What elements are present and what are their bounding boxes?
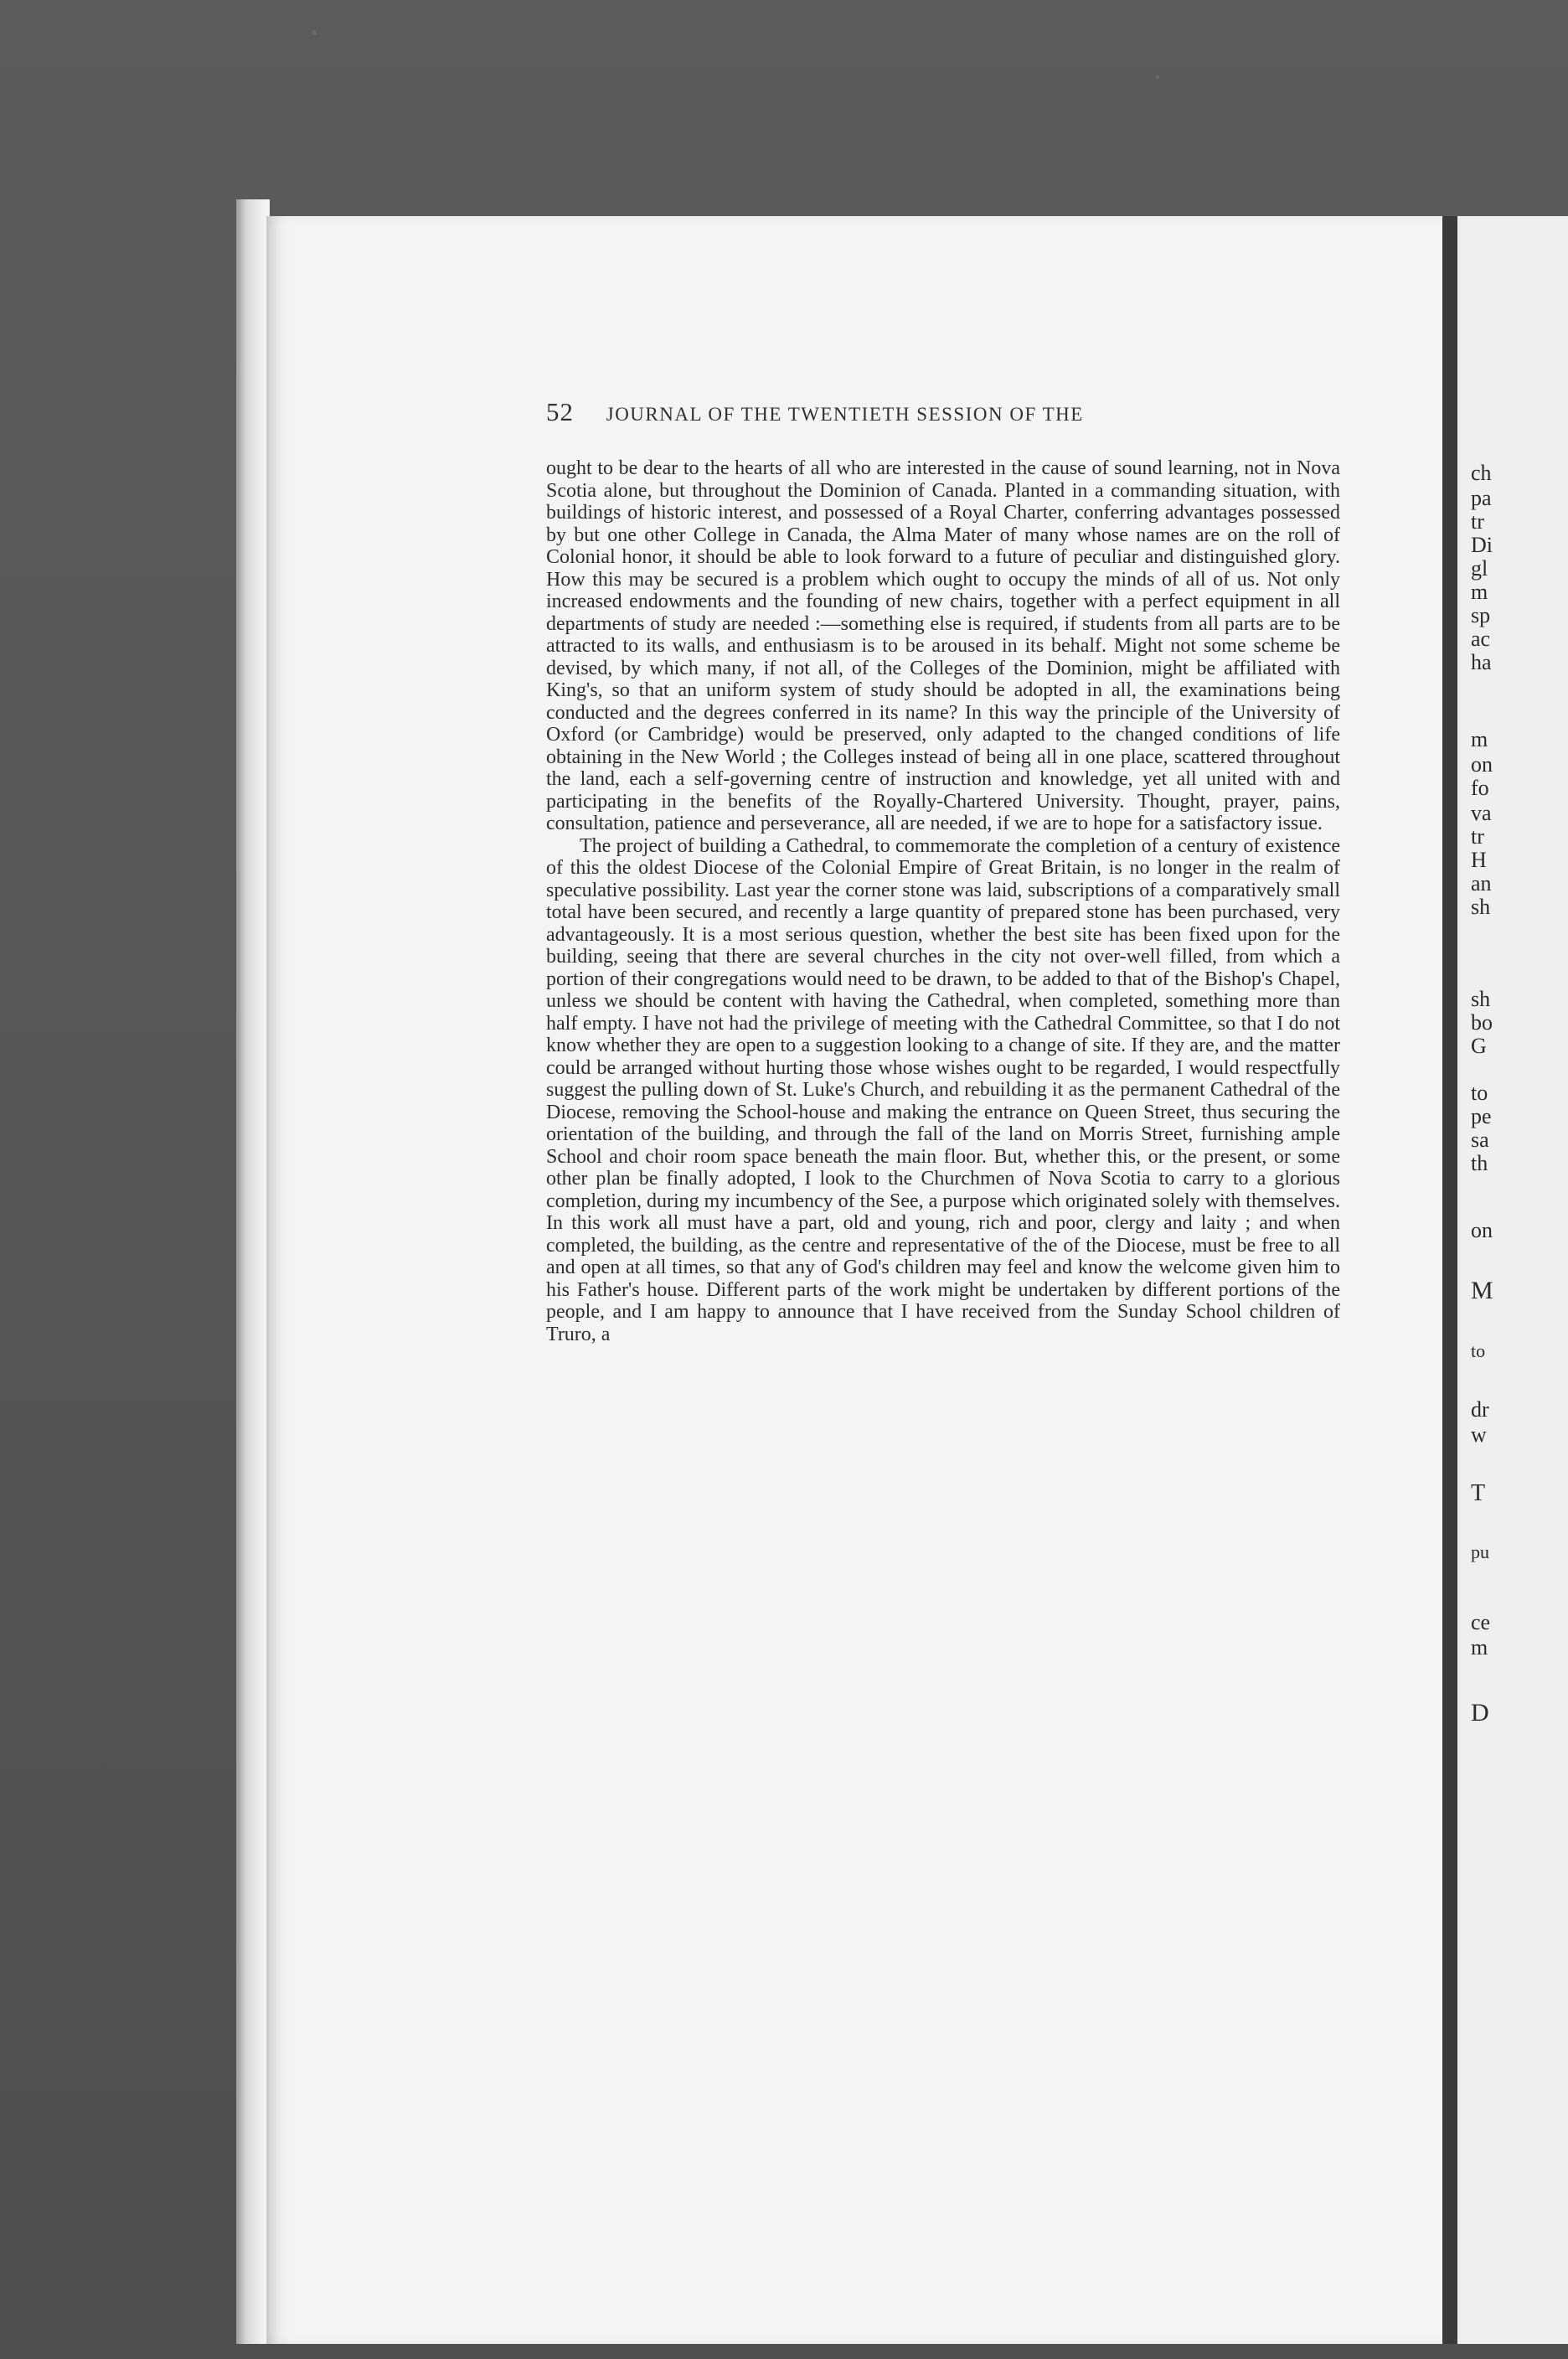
paragraph-university: ought to be dear to the hearts of all who are interested in the cause of sound learning, not in Nova Scotia alone, but throughout the Dominion of Canada. Planted in a commanding situation, with buildings of historic interest, and possessed of a Royal Charter, conferring advantages possessed by but one other College in Canada, the Alma Mater of many whose names are on the roll of Colonial honor, it should be able to look forward to a future of peculiar and distinguished glory. How this may be secured is a problem which ought to occupy the minds of all of us. Not only increased endowments and the founding of new chairs, together with a perfect equipment in all departments of study are needed :—something else is required, if students from all parts are to be attracted to its walls, and enthusiasm is to be aroused in its behalf. Might not some scheme be devised, by which many, if not all, of the Colleges of the Dominion, might be affiliated with King's, so that an uniform system of study should be adopted in all, the examinations being conducted and the degrees conferred in its name? In this way the principle of the University of Oxford (or Cambridge) would be preserved, only adapted to the changed conditions of life obtaining in the New World ; the Colleges instead of being all in one place, scattered throughout the land, each a self-governing centre of instruction and knowledge, yet all united with and participating in the benefits of the Royally-Chartered University. Thought, prayer, pains, consultation, patience and perseverance, all are needed, if we are to hope for a satisfactory issue. <box>546 457 1340 834</box>
facing-page-fragment: w <box>1471 1422 1487 1447</box>
facing-page-fragment: m <box>1471 580 1488 604</box>
facing-page-fragment: sp <box>1471 603 1491 627</box>
facing-page-fragment: bo <box>1471 1010 1493 1035</box>
scan-dust-speck <box>312 30 317 35</box>
facing-page-fragment: m <box>1471 727 1488 751</box>
facing-page-fragment: ce <box>1471 1610 1491 1634</box>
facing-page-fragment: to <box>1471 1340 1486 1361</box>
facing-page-fragment: sh <box>1471 895 1491 919</box>
facing-page-fragment: H <box>1471 848 1487 872</box>
facing-page-fragment: on <box>1471 1218 1493 1242</box>
facing-page-fragment: pu <box>1471 1541 1489 1562</box>
facing-page-fragment: G <box>1471 1034 1487 1058</box>
facing-page-fragment: ac <box>1471 627 1491 651</box>
facing-page-fragment: M <box>1471 1277 1493 1304</box>
facing-page-fragment: fo <box>1471 776 1489 800</box>
facing-page-fragment: m <box>1471 1635 1488 1660</box>
facing-page-fragment: an <box>1471 871 1492 896</box>
facing-page-fragment: ha <box>1471 650 1492 674</box>
facing-page-fragment: va <box>1471 801 1492 825</box>
facing-page-fragment: on <box>1471 752 1493 777</box>
paragraph-cathedral: The project of building a Cathedral, to commemorate the completion of a century of existence of this the oldest Diocese of the Colonial Empire of Great Britain, is no longer in the realm of speculative possibility. Last year the corner stone was laid, subscriptions of a comparatively small total have been secured, and recently a large quantity of prepared stone has been purchased, very advantageously. It is a most serious question, whether the best site has been fixed upon for the building, seeing that there are several churches in the city not over-well filled, from which a portion of their congregations would need to be drawn, to be added to that of the Bishop's Chapel, unless we should be content with having the Cathedral, when completed, something more than half empty. I have not had the privilege of meeting with the Cathedral Committee, so that I do not know whether they are open to a suggestion looking to a change of site. If they are, and the matter could be arranged without hurting those whose wishes ought to be regarded, I would respectfully suggest the pulling down of St. Luke's Church, and rebuilding it as the permanent Cathedral of the Diocese, removing the School-house and making the entrance on Queen Street, thus securing the orientation of the building, and through the fall of the land on Morris Street, furnishing ample School and choir room space beneath the main floor. But, whether this, or the present, or some other plan be finally adopted, I look to the Churchmen of Nova Scotia to carry to a glorious completion, during my incumbency of the See, a purpose which originated solely with themselves. In this work all must have a part, old and young, rich and poor, clergy and laity ; and when completed, the building, as the centre and representative of the of the Diocese, must be free to all and open at all times, so that any of God's children may feel and know the welcome given him to his Father's house. Different parts of the work might be undertaken by different portions of the people, and I am happy to announce that I have received from the Sunday School children of Truro, a <box>546 834 1340 1345</box>
facing-page-fragment: sh <box>1471 987 1491 1011</box>
facing-page-fragment: ch <box>1471 461 1492 485</box>
facing-page-fragment: tr <box>1471 509 1484 534</box>
page-header <box>546 398 1258 429</box>
running-head: JOURNAL OF THE TWENTIETH SESSION OF THE <box>606 404 1084 425</box>
page-body <box>546 457 1340 1345</box>
facing-page-fragment: to <box>1471 1081 1488 1105</box>
book-gutter <box>1442 216 1457 2344</box>
page-number: 52 <box>546 397 574 426</box>
facing-page-fragment: Di <box>1471 533 1493 557</box>
facing-page-fragment: sa <box>1471 1128 1489 1152</box>
facing-page-fragment: pa <box>1471 486 1492 510</box>
facing-page-fragment: th <box>1471 1151 1488 1175</box>
facing-page <box>1457 216 1568 2344</box>
page-edge-stack <box>236 199 270 2344</box>
facing-page-fragment: dr <box>1471 1397 1489 1422</box>
facing-page-fragment: pe <box>1471 1104 1492 1128</box>
facing-page-fragment: tr <box>1471 824 1484 849</box>
facing-page-fragment: D <box>1471 1699 1489 1727</box>
scan-dust-speck <box>1156 75 1159 79</box>
facing-page-fragment: T <box>1471 1480 1486 1506</box>
facing-page-fragment: gl <box>1471 556 1488 581</box>
